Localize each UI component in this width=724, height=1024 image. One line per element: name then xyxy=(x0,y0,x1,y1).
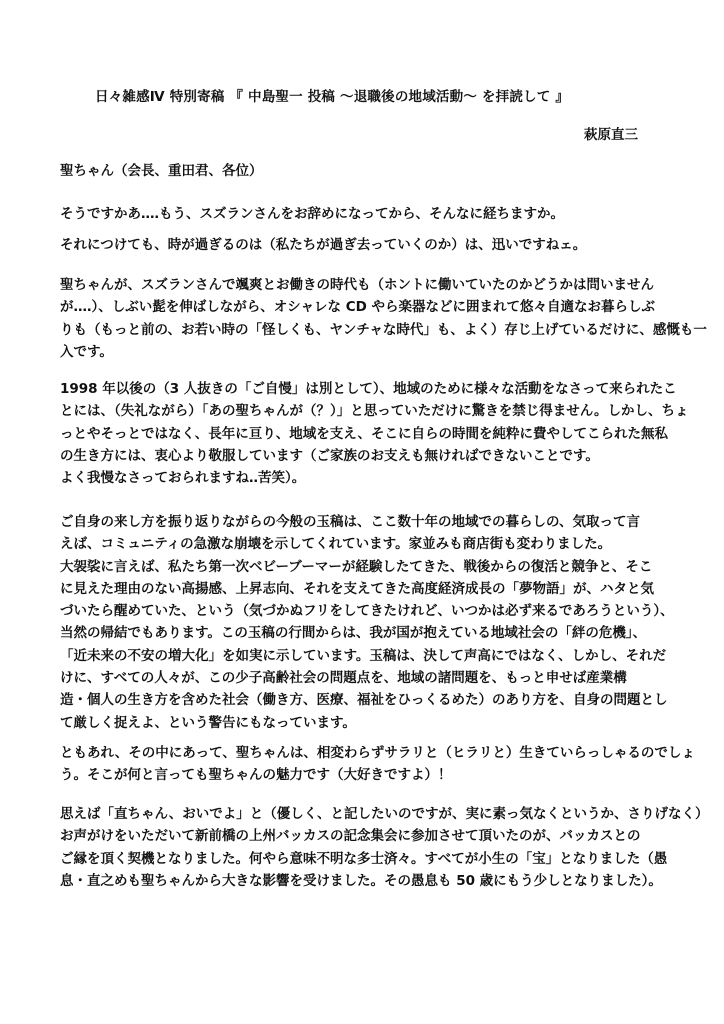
text-line: 聖ちゃん（会長、重田君、各位） xyxy=(60,163,263,179)
paragraph-1 xyxy=(60,203,672,225)
text-line: 当然の帰結でもあります。この玉稿の行間からは、我が国が抱えている地域社会の「絆の危機」、 xyxy=(60,625,647,642)
text-line: 思えば「直ちゃん、おいでよ」と（優しく、と記したいのですが、実に素っ気なくというか、さりげなく） xyxy=(60,806,709,822)
text-line: りも（もっと前の、お若い時の「怪しくも、ヤンチャな時代」も、よく）存じ上げているだけに、感慨も一 xyxy=(60,321,707,338)
text-line: う。そこが何と言っても聖ちゃんの魅力です（大好きですよ）！ xyxy=(60,767,452,784)
text-line: とには、（失礼ながら）「あの聖ちゃんが（？）」と思っていただけに驚きを禁じ得ません。しかし、ちょ xyxy=(60,403,689,420)
text-line: て厳しく捉えよ、という警告にもなっています。 xyxy=(60,714,356,731)
paragraph-4 xyxy=(60,378,689,489)
text-line: ともあれ、その中にあって、聖ちゃんは、相変わらずサラリと（ヒラリと）生きていらっしゃるのでしょ xyxy=(60,745,695,761)
paragraph-3 xyxy=(60,274,707,363)
author-name: 萩原直三 xyxy=(584,127,638,143)
text-line: が‥‥）、しぶい髭を伸ばしながら、オシャレな CD やら楽器などに囲まれて悠々自適なお暮らしぶ xyxy=(60,299,656,316)
page-title: 日々雑感Ⅳ 特別寄稿 『 中島聖一 投稿 ～退職後の地域活動～ を拝読して 』 xyxy=(95,89,570,105)
text-line: っとやそっとではなく、長年に亘り、地域を支え、そこに自らの時間を純粋に費やしてこられた無私 xyxy=(60,425,669,442)
paragraph-7 xyxy=(60,803,709,892)
text-line: お声がけをいただいて新前橋の上州バッカスの記念集会に参加させて頂いたのが、バッカスとの xyxy=(60,828,641,845)
text-line: よく我慢なさっておられますね‥苦笑）。 xyxy=(60,470,306,487)
paragraph-greeting xyxy=(60,160,672,182)
paragraph-5 xyxy=(60,511,672,734)
text-line: 大袈裟に言えば、私たち第一次ベビーブーマーが経験したてきた、戦後からの復活と競争と、そこ xyxy=(60,558,653,575)
text-line: 聖ちゃんが、スズランさんで颯爽とお働きの時代も（ホントに働いていたのかどうかは問いません xyxy=(60,277,654,293)
text-line: 息・直之めも聖ちゃんから大きな影響を受けました。その愚息も 50 歳にもう少しとなりました）。 xyxy=(60,872,662,889)
paragraph-2 xyxy=(60,234,672,256)
text-line: に見えた理由のない高揚感、上昇志向、それを支えてきた高度経済成長の「夢物語」が、ハタと気 xyxy=(60,580,654,597)
text-line: 「近未来の不安の増大化」を如実に示しています。玉稿は、決して声高にではなく、しかし、それだ xyxy=(60,647,667,664)
text-line: 1998 年以後の（3 人抜きの「ご自慢」は別として）、地域のために様々な活動をなさって来られたこ xyxy=(60,381,677,397)
text-line: それにつけても、時が過ぎるのは（私たちが過ぎ去っていくのか）は、迅いですねェ。 xyxy=(60,237,587,253)
paragraph-6 xyxy=(60,742,695,787)
text-line: 造・個人の生き方を含めた社会（働き方、医療、福祉をひっくるめた）のあり方を、自身の問題とし xyxy=(60,692,668,709)
text-line: 入です。 xyxy=(60,343,113,360)
text-line: づいたら醒めていた、という（気づかぬフリをしてきたけれど、いつかは必ず来るであろうという）、 xyxy=(60,603,674,620)
text-line: そうですかあ‥‥もう、スズランさんをお辞めになってから、そんなに経ちますか。 xyxy=(60,206,565,222)
text-line: えば、コミュニティの急激な崩壊を示してくれています。家並みも商店街も変わりました。 xyxy=(60,536,612,553)
text-line: けに、すべての人々が、この少子高齢社会の問題点を、地域の諸問題を、もっと申せば産業構 xyxy=(60,670,627,687)
text-line: の生き方には、衷心より敬服しています（ご家族のお支えも無ければできないことです。 xyxy=(60,447,599,464)
text-line: ご縁を頂く契機となりました。何やら意味不明な多士済々。すべてが小生の「宝」となりました（愚 xyxy=(60,850,668,867)
text-line: ご自身の来し方を振り返りながらの今般の玉稿は、ここ数十年の地域での暮らしの、気取って言 xyxy=(60,514,640,530)
